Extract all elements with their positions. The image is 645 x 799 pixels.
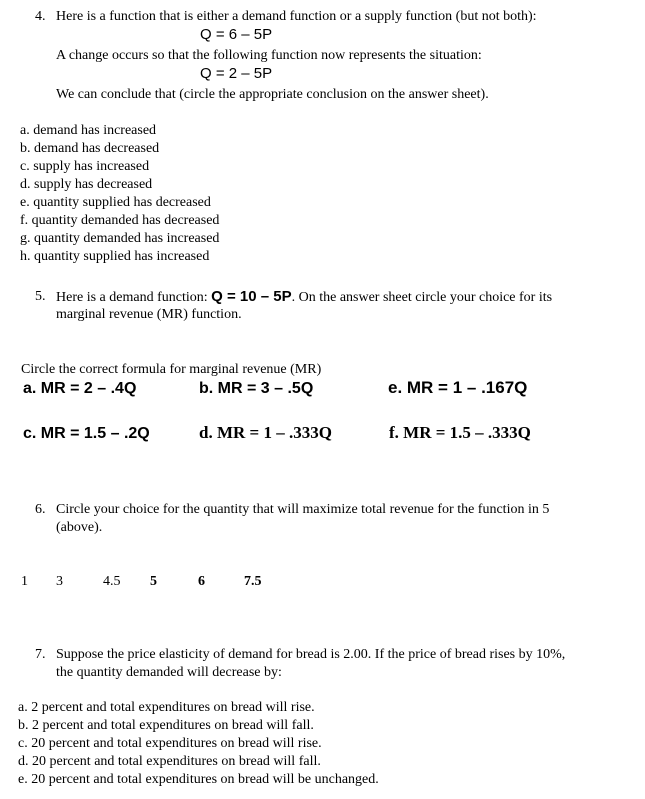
question-6-line-2: (above). xyxy=(56,520,103,535)
question-7-line-1: Suppose the price elasticity of demand for bread is 2.00. If the price of bread rises by 10%, xyxy=(56,647,566,662)
question-4-change-text: A change occurs so that the following function now represents the situation: xyxy=(56,48,482,63)
question-5-equation: Q = 10 – 5P xyxy=(211,288,292,305)
question-7-number: 7. xyxy=(35,647,46,662)
question-6-line-1: Circle your choice for the quantity that will maximize total revenue for the function in 5 xyxy=(56,502,550,517)
question-4-intro: Here is a function that is either a demand function or a supply function (but not both): xyxy=(56,9,537,24)
mr-option-e[interactable]: e. MR = 1 – .167Q xyxy=(388,378,528,397)
question-4-equation-1: Q = 6 – 5P xyxy=(200,26,273,43)
mr-heading: Circle the correct formula for marginal revenue (MR) xyxy=(21,362,322,377)
question-7-option-c[interactable]: c. 20 percent and total expenditures on bread will rise. xyxy=(18,736,322,751)
mr-option-f[interactable]: f. MR = 1.5 – .333Q xyxy=(389,423,531,442)
quantity-choice-1[interactable]: 1 xyxy=(21,574,28,589)
quantity-choice-3[interactable]: 3 xyxy=(56,574,63,589)
quantity-choice-4-5[interactable]: 4.5 xyxy=(103,574,121,589)
quantity-choice-7-5[interactable]: 7.5 xyxy=(244,574,262,589)
question-4-option-c[interactable]: c. supply has increased xyxy=(20,159,150,174)
question-4-option-e[interactable]: e. quantity supplied has decreased xyxy=(20,195,211,210)
question-7-line-2: the quantity demanded will decrease by: xyxy=(56,665,282,680)
question-6-number: 6. xyxy=(35,502,46,517)
question-4-conclusion-prompt: We can conclude that (circle the appropriate conclusion on the answer sheet). xyxy=(56,87,489,102)
quantity-choice-6[interactable]: 6 xyxy=(198,574,205,589)
question-5-text-before: Here is a demand function: xyxy=(56,290,208,305)
question-4-option-d[interactable]: d. supply has decreased xyxy=(20,177,153,192)
question-4-option-a[interactable]: a. demand has increased xyxy=(20,123,157,138)
mr-option-b[interactable]: b. MR = 3 – .5Q xyxy=(199,380,314,397)
question-7-option-b[interactable]: b. 2 percent and total expenditures on bread will fall. xyxy=(18,718,314,733)
question-5-text-after: . On the answer sheet circle your choice for its xyxy=(291,290,553,305)
mr-option-d[interactable]: d. MR = 1 – .333Q xyxy=(199,423,332,442)
question-7-option-d[interactable]: d. 20 percent and total expenditures on bread will fall. xyxy=(18,754,321,769)
question-4-number: 4. xyxy=(35,9,46,24)
question-7-option-a[interactable]: a. 2 percent and total expenditures on bread will rise. xyxy=(18,700,315,715)
question-4-option-f[interactable]: f. quantity demanded has decreased xyxy=(20,213,220,228)
quantity-choice-5[interactable]: 5 xyxy=(150,574,157,589)
mr-option-a[interactable]: a. MR = 2 – .4Q xyxy=(23,380,137,397)
question-5-number: 5. xyxy=(35,289,46,304)
question-4-option-b[interactable]: b. demand has decreased xyxy=(20,141,160,156)
question-5-line-2: marginal revenue (MR) function. xyxy=(56,307,242,322)
question-4-option-h[interactable]: h. quantity supplied has increased xyxy=(20,249,210,264)
question-4-option-g[interactable]: g. quantity demanded has increased xyxy=(20,231,220,246)
mr-option-c[interactable]: c. MR = 1.5 – .2Q xyxy=(23,425,150,442)
question-7-option-e[interactable]: e. 20 percent and total expenditures on bread will be unchanged. xyxy=(18,772,379,787)
question-4-equation-2: Q = 2 – 5P xyxy=(200,65,273,82)
